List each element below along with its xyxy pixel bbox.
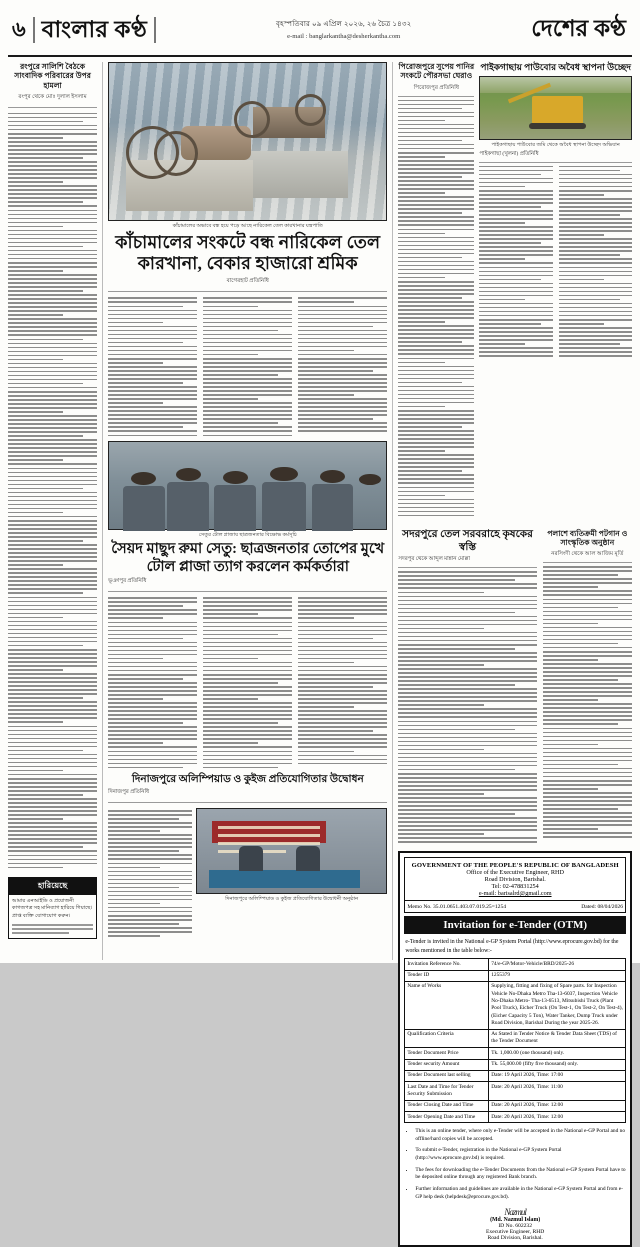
row-key: Tender ID	[405, 970, 489, 981]
row-value: Date: 20 April 2026, Time: 12:00	[489, 1100, 626, 1111]
row-key: Last Date and Time for Tender Security Submission	[405, 1082, 489, 1101]
divider	[398, 567, 536, 568]
paikgacha-headline: পাইকগাছায় পাউবোর অবৈধ স্থাপনা উচ্ছেদ	[480, 62, 631, 72]
row-key: Tender Opening Date and Time	[405, 1112, 489, 1123]
email-line: e-mail : banglarkantha@desherkantha.com	[287, 33, 401, 40]
table-row	[405, 1100, 626, 1111]
signatory-id: ID No. 602232	[498, 1223, 533, 1230]
pirojpur-story	[398, 62, 474, 519]
row-key: Tender security Amount	[405, 1059, 489, 1070]
page-grid	[8, 62, 632, 1242]
memo-date: Dated: 08/04/2026	[581, 904, 623, 911]
list-item: • To submit e-Tender, registration in the National e-GP System Portal (http://www.eprocure.gov.bd) is required.	[415, 1147, 626, 1163]
sadarpur-story	[398, 529, 536, 846]
row-key: Name of Works	[405, 981, 489, 1029]
list-item: • Further information and guidelines are available in the National e-GP System Portal and from e-GP help desk (helpdesk@eprocure.gov.bd).	[415, 1186, 626, 1202]
paper-name: বাংলার কণ্ঠ	[41, 17, 148, 42]
paikgacha-photo-caption: পাইকগাছায় পাউবোর জমি থেকে অবৈধ স্থাপনা উচ্ছেদ অভিযান	[491, 141, 620, 148]
classified-box-lost	[8, 877, 97, 939]
bridge-byline: ভূঞাপুর প্রতিনিধি	[108, 578, 147, 585]
olympiad-photo	[196, 808, 387, 894]
palash-body	[543, 566, 632, 838]
olympiad-headline: দিনাজপুরে অলিম্পিয়াড ও কুইজ প্রতিযোগিতার উদ্বোধন	[131, 774, 364, 786]
signatory-name: (Md. Nazmul Islam)	[490, 1217, 541, 1224]
table-row	[405, 959, 626, 970]
tender-notes-list	[404, 1128, 626, 1201]
tender-advertisement	[398, 851, 632, 1247]
paikgacha-photo-excavator	[479, 76, 632, 140]
row-key: Qualification Criteria	[405, 1029, 489, 1048]
row-value: 74/e-GP/Motor-Vehicle/BRD/2025-26	[489, 959, 626, 970]
gov-division-line: Road Division, Barishal.	[484, 876, 546, 884]
gov-title-line: GOVERNMENT OF THE PEOPLE'S REPUBLIC OF BANGLADESH	[411, 862, 619, 870]
left-column	[8, 62, 97, 960]
paikgacha-body	[479, 166, 632, 360]
divider	[108, 802, 387, 803]
row-value: Date: 20 April 2026, Time: 11:00	[489, 1082, 626, 1101]
pirojpur-headline: পিরোজপুরে সুপেয় পানির সংকটে পৌরসভা ঘেরাও	[398, 62, 475, 81]
row-value: As Stated in Tender Notice & Tender Data Sheet (TDS) of the Tender Document	[489, 1029, 626, 1048]
row-value: 1255379	[489, 970, 626, 981]
lead-body	[108, 297, 387, 437]
table-row	[405, 1070, 626, 1081]
divider	[108, 591, 387, 592]
row-key: Tender Document last selling	[405, 1070, 489, 1081]
divider	[8, 107, 97, 108]
publication-brand: দেশের কণ্ঠ	[531, 16, 626, 41]
paikgacha-byline: পাইকগাছা (খুলনা) প্রতিনিধি	[479, 150, 539, 157]
tender-intro-text: e-Tender is invited in the National e-GP System Portal (http://www.eprocure.gov.bd) for the works mentioned in the table below:-	[405, 939, 619, 954]
signatory-office: Road Division, Barishal.	[487, 1235, 543, 1242]
middle-column	[108, 62, 387, 960]
palash-headline: পলাশে ব্যতিক্রমী পটগান ও সাংস্কৃতিক অনুষ্ঠান	[547, 528, 628, 547]
table-row	[405, 1059, 626, 1070]
table-row	[405, 1082, 626, 1101]
olympiad-photo-block	[196, 808, 387, 939]
table-row	[405, 1029, 626, 1048]
classified-text: আমার এনআইডি ও প্রয়োজনী কাগজপত্র সহ মানিব্যাগ হারিয়ে গিয়াছে। প্রাপ্ত ব্যক্তি যোগাযোগ করুন।	[12, 897, 93, 920]
column-rule-2	[392, 62, 393, 960]
lead-byline: বাগেরহাট প্রতিনিধি	[226, 278, 269, 285]
right-top-row	[398, 62, 632, 519]
pirojpur-byline: পিরোজপুর প্রতিনিধি	[413, 84, 459, 91]
sadarpur-byline: সদরপুর থেকে আব্দুল মান্নান মোল্লা	[398, 556, 470, 563]
row-key: Tender Closing Date and Time	[405, 1100, 489, 1111]
rangpur-headline: রংপুরে সালিশি বৈঠকে সাংবাদিক পরিবারের উপর হামলা	[14, 62, 91, 90]
tender-signature-block	[404, 1207, 626, 1241]
lead-photo-caption: কাঁচামালের অভাবে বন্ধ হয়ে পড়ে আছে নারিকেল তেল কারখানার যন্ত্রপাতি	[172, 223, 323, 229]
olympiad-photo-caption: দিনাজপুরে অলিম্পিয়াড ও কুইজ প্রতিযোগিতার উদ্বোধনী অনুষ্ঠান	[225, 896, 359, 903]
palash-byline: নরসিংদী থেকে আল আজিম মূর্তি	[551, 551, 624, 558]
paikgacha-story	[479, 62, 632, 519]
tender-memo-row	[404, 901, 626, 913]
row-value: Date: 19 April 2026, Time: 17:00	[489, 1070, 626, 1081]
olympiad-block	[108, 808, 387, 939]
row-key: Tender Document Price	[405, 1048, 489, 1059]
memo-number: Memo No. 35.01.0651.403.07.019.25=1254	[407, 904, 507, 911]
right-second-row	[398, 529, 632, 846]
olympiad-byline: দিনাজপুর প্রতিনিধি	[108, 789, 150, 796]
bridge-photo-crowd	[108, 441, 387, 530]
masthead-dateline-block	[156, 19, 531, 40]
sadarpur-headline: সদরপুরে তেল সরবরাহে কৃষকের স্বস্তি	[402, 528, 533, 553]
palash-story	[543, 529, 632, 846]
gov-email-line[interactable]: e-mail: barisalrd@gmail.com	[478, 890, 552, 898]
masthead	[8, 6, 632, 57]
sadarpur-body	[398, 571, 536, 843]
table-row	[405, 970, 626, 981]
tender-gov-header	[404, 857, 626, 901]
divider	[479, 162, 632, 163]
pirojpur-body	[398, 100, 474, 517]
row-value: Tk. 55,000.00 (fifty five thousand) only.	[489, 1059, 626, 1070]
tender-details-table	[404, 958, 626, 1123]
bridge-photo-caption: সেতুর টোল প্লাজায় ছাত্রজনতার বিক্ষোভ কর্মসূচি	[198, 532, 297, 539]
row-value: Tk. 1,000.00 (one thousand) only.	[489, 1048, 626, 1059]
divider	[398, 96, 474, 97]
bridge-body	[108, 597, 387, 769]
list-item: • The fees for downloading the e-Tender Documents from the National e-GP System Portal have to be deposited online through any registered Bank branch.	[415, 1167, 626, 1183]
signature-mark: Nazmul	[504, 1207, 526, 1218]
right-column	[398, 62, 632, 1242]
row-value: Date: 20 April 2026, Time: 12:00	[489, 1112, 626, 1123]
tender-table-body	[405, 959, 626, 1123]
row-value: Supplying, fitting and fixing of Spare parts. for Inspection Vehicle No-Dhaka Metro Tha-13-6037, Inspection Vehicle No-Dhaka Metro- Tha-13-6513, Mitsubishi Truck (Plant Pool Truck), Eicher Truck (On Test-1, On Test-2, On Test-4), (Eicher Capacity 5 Ton), Water Tanker, Dump Truck under Road Division, Barishal During the year 2025-26.	[489, 981, 626, 1029]
table-row	[405, 1112, 626, 1123]
masthead-divider	[33, 17, 35, 43]
row-key: Invitation Reference No.	[405, 959, 489, 970]
classified-body	[9, 895, 96, 938]
masthead-left	[12, 17, 156, 43]
lead-headline: কাঁচামালের সংকটে বন্ধ নারিকেল তেল কারখানা, বেকার হাজারো শ্রমিক	[115, 231, 381, 274]
column-rule-1	[102, 62, 103, 960]
classified-title: হারিয়েছে	[9, 878, 96, 895]
table-row	[405, 1048, 626, 1059]
tender-title-banner: Invitation for e-Tender (OTM)	[404, 916, 626, 934]
divider	[108, 291, 387, 292]
gov-tel-line: Tel: 02-478831254	[491, 883, 539, 891]
rangpur-byline: রংপুর থেকে মোঃ দুলাল ইসলাম	[18, 93, 87, 100]
page-number: ৬	[12, 17, 26, 41]
rangpur-body	[8, 113, 97, 871]
olympiad-body-left	[108, 810, 192, 939]
dateline: বৃহস্পতিবার ০৯ এপ্রিল ২০২৬, ২৬ চৈত্র ১৪৩২	[275, 20, 412, 28]
list-item: • This is an online tender, where only e-Tender will be accepted in the National e-GP Portal and no offline/hard copies will be accepted.	[415, 1128, 626, 1144]
lead-photo-machinery	[108, 62, 387, 221]
divider	[543, 562, 632, 563]
signatory-designation: Executive Engineer, RHD	[486, 1229, 545, 1236]
table-row	[405, 981, 626, 1029]
bridge-headline: সৈয়দ মাছুদ রুমা সেতু: ছাত্রজনতার তোপের মুখে টোল প্লাজা ত্যাগ করলেন কর্মকর্তারা	[111, 540, 385, 575]
gov-office-line: Office of the Executive Engineer, RHD	[466, 869, 564, 877]
